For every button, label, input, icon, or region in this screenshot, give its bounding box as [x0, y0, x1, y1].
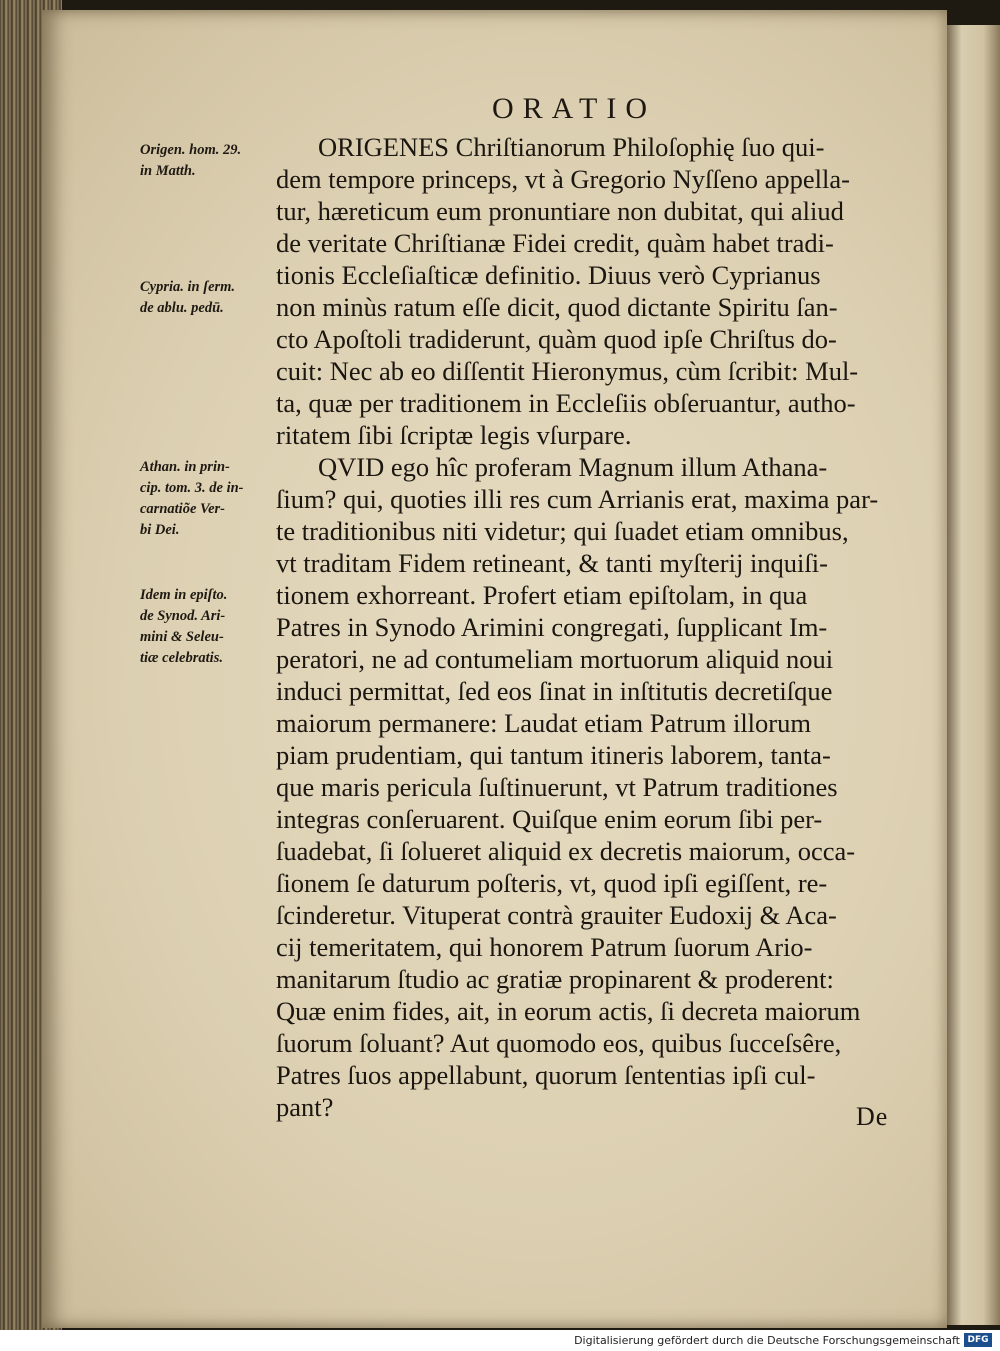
book-right-edge [945, 25, 1000, 1325]
body-line: ORIGENES Chriſtianorum Philoſophię ſuo qui- [318, 132, 825, 162]
margin-note-line: bi Dei. [140, 522, 180, 538]
margin-note-line: Cypria. in ſerm. [140, 279, 236, 295]
margin-note-line: de Synod. Ari- [140, 608, 226, 624]
body-line: integras conſeruarent. Quiſque enim eorum ſibi per- [276, 804, 823, 834]
body-line: manitarum ſtudio ac gratiæ propinarent & proderent: [276, 964, 834, 994]
margin-note-line: mini & Seleu- [140, 629, 224, 645]
body-line: pant? [276, 1092, 334, 1122]
margin-note-line: tiæ celebratis. [140, 650, 223, 666]
body-line: ta, quæ per traditionem in Eccleſiis obſeruantur, autho- [276, 388, 856, 418]
body-line: te traditionibus niti videtur; qui ſuadet etiam omnibus, [276, 516, 849, 546]
body-line: vt traditam Fidem retineant, & tanti myſterij inquiſi- [276, 548, 828, 578]
body-line: ſuadebat, ſi ſolueret aliquid ex decretis maiorum, occa- [276, 836, 856, 866]
body-line: que maris pericula ſuſtinuerunt, vt Patrum traditiones [276, 772, 838, 802]
margin-note-line: de ablu. pedū. [140, 300, 224, 316]
body-line: QVID ego hîc proferam Magnum illum Athana- [318, 452, 828, 482]
margin-note-line: in Matth. [140, 163, 196, 179]
margin-note [140, 140, 241, 182]
body-line: peratori, ne ad contumeliam mortuorum aliquid noui [276, 644, 834, 674]
body-line: induci permittat, ſed eos ſinat in inſtitutis decretiſque [276, 676, 833, 706]
margin-note-line: cip. tom. 3. de in- [140, 480, 244, 496]
margin-note [140, 277, 235, 319]
body-line: cto Apoſtoli tradiderunt, quàm quod ipſe Chriſtus do- [276, 324, 837, 354]
margin-note-line: Origen. hom. 29. [140, 142, 242, 158]
margin-note [140, 457, 244, 541]
catchword: De [856, 1102, 889, 1131]
body-line: maiorum permanere: Laudat etiam Patrum illorum [276, 708, 811, 738]
dfg-logo: DFG [964, 1333, 992, 1347]
margin-note-line: Idem in epiſto. [140, 587, 228, 603]
body-line: Patres in Synodo Arimini congregati, ſupplicant Im- [276, 612, 828, 642]
footer-credit: Digitalisierung gefördert durch die Deutsche Forschungsgemeinschaft [574, 1334, 960, 1347]
body-line: piam prudentiam, qui tantum itineris laborem, tanta- [276, 740, 831, 770]
margin-note-line: carnatiõe Ver- [140, 501, 225, 517]
body-line: ſium? qui, quoties illi res cum Arrianis erat, maxima par- [276, 484, 879, 514]
body-line: tionem exhorreant. Profert etiam epiſtolam, in qua [276, 580, 808, 610]
body-line: non minùs ratum eſſe dicit, quod dictante Spiritu ſan- [276, 292, 838, 322]
body-line: Patres ſuos appellabunt, quorum ſententias ipſi cul- [276, 1060, 816, 1090]
body-line: ritatem ſibi ſcriptæ legis vſurpare. [276, 420, 632, 450]
margin-note-line: Athan. in prin- [140, 459, 230, 475]
body-line: ſionem ſe daturum poſteris, vt, quod ipſi egiſſent, re- [276, 868, 828, 898]
body-line: cij temeritatem, qui honorem Patrum ſuorum Ario- [276, 932, 813, 962]
body-line: dem tempore princeps, vt à Gregorio Nyſſeno appella- [276, 164, 850, 194]
body-line: tur, hæreticum eum pronuntiare non dubitat, qui aliud [276, 196, 844, 226]
running-head: ORATIO [492, 92, 656, 125]
body-line: de veritate Chriſtianæ Fidei credit, quàm habet tradi- [276, 228, 834, 258]
body-line: ſcinderetur. Vituperat contrà grauiter Eudoxij & Aca- [276, 900, 837, 930]
body-line: cuit: Nec ab eo diſſentit Hieronymus, cùm ſcribit: Mul- [276, 356, 859, 386]
body-line: Quæ enim fides, ait, in eorum actis, ſi decreta maiorum [276, 996, 861, 1026]
margin-note [140, 585, 227, 669]
body-line: ſuorum ſoluant? Aut quomodo eos, quibus ſucceſsêre, [276, 1028, 842, 1058]
body-line: tionis Eccleſiaſticæ definitio. Diuus verò Cyprianus [276, 260, 821, 290]
